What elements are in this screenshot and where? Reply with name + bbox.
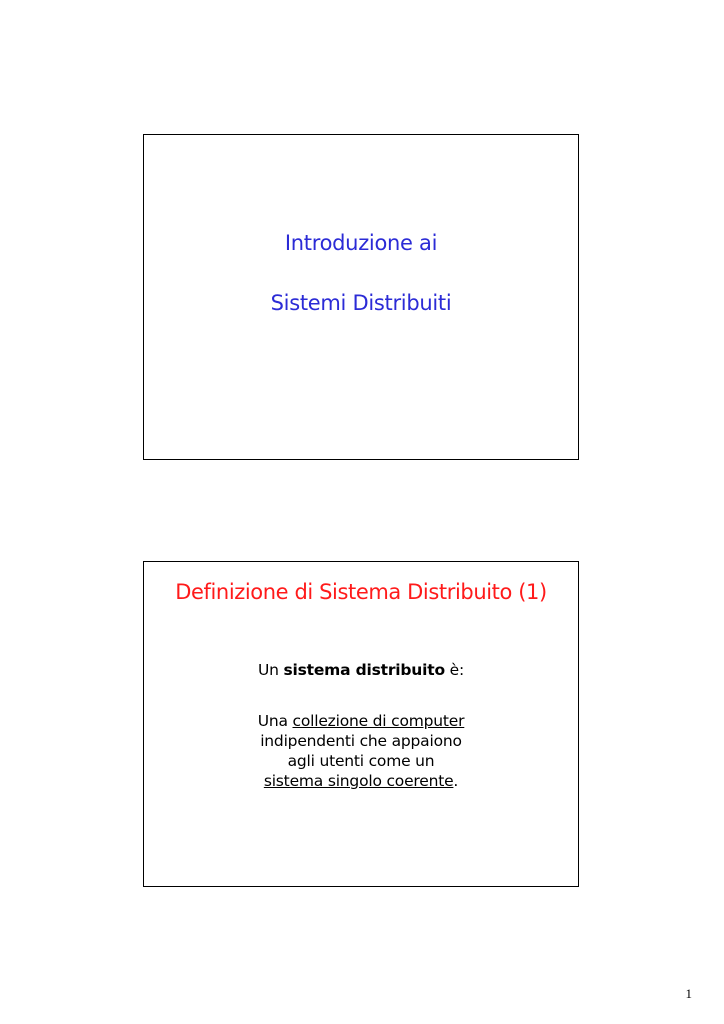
slide-1: [143, 134, 579, 460]
intro-bold-term: sistema distribuito: [283, 661, 445, 679]
slide-2-definition: [144, 711, 578, 791]
definition-line-2: indipendenti che appaiono: [260, 732, 462, 750]
definition-line-4-suffix: .: [453, 772, 459, 790]
definition-line-4: [144, 771, 578, 791]
definition-underlined-collection: collezione di computer: [292, 712, 465, 730]
slide-2-title: Definizione di Sistema Distribuito (1): [175, 580, 547, 604]
page-number: 1: [685, 986, 692, 1001]
intro-suffix: è:: [444, 661, 464, 679]
slide-1-title-line-2: Sistemi Distribuiti: [270, 291, 452, 315]
intro-prefix: Un: [258, 661, 284, 679]
definition-line-1-prefix: Una: [257, 712, 293, 730]
slide-1-title-line-1: Introduzione ai: [284, 231, 438, 255]
slide-2: [143, 561, 579, 887]
slide-2-intro: [144, 660, 578, 680]
definition-line-1: [144, 711, 578, 731]
definition-line-3: agli utenti come un: [287, 752, 435, 770]
definition-underlined-system: sistema singolo coerente: [263, 772, 454, 790]
